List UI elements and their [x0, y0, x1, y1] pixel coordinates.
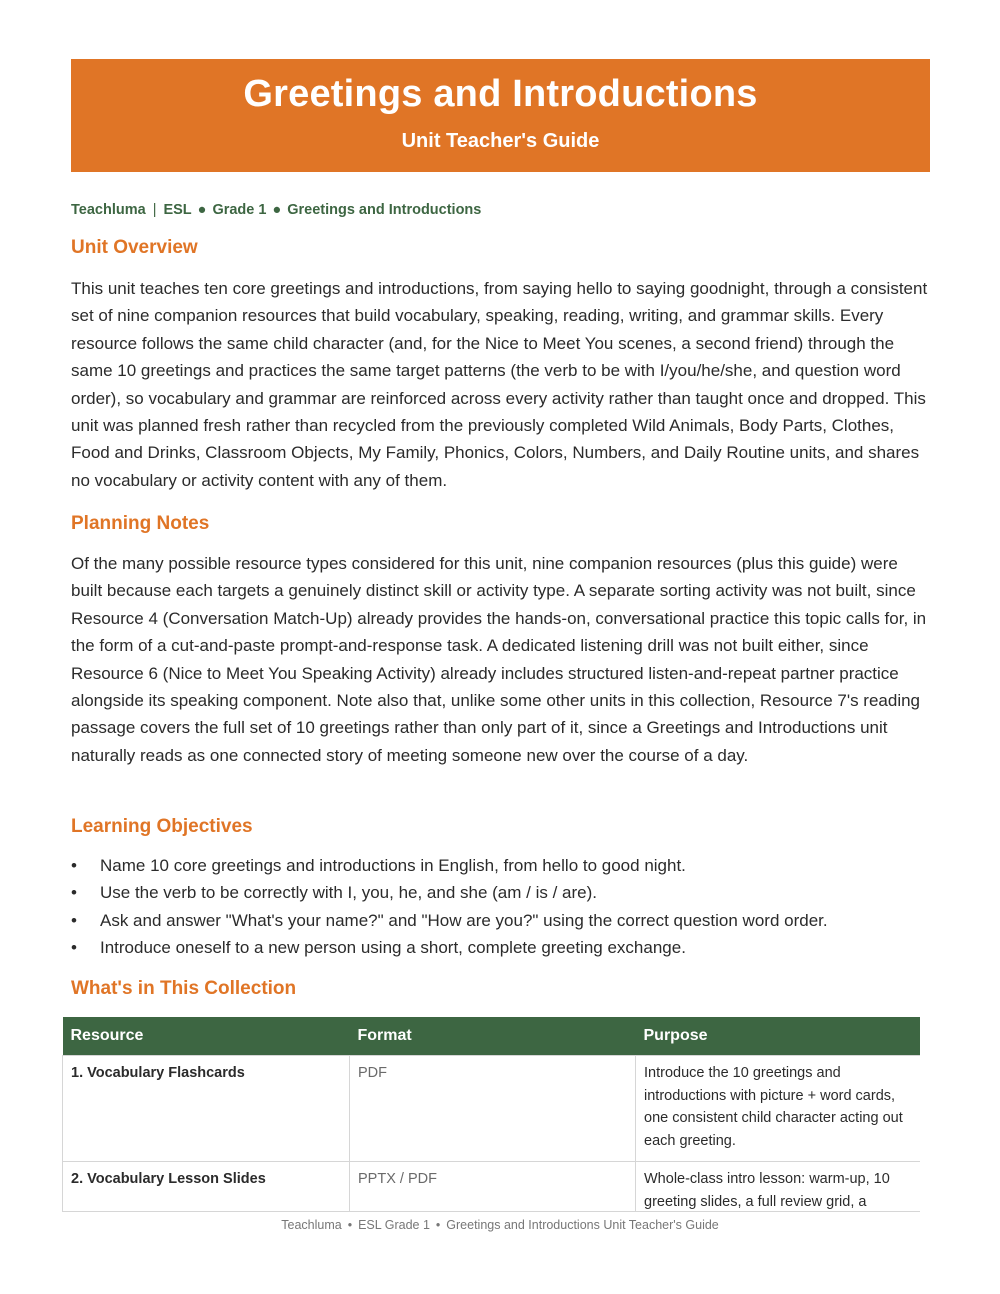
objective-text: Ask and answer "What's your name?" and "How are you?" using the correct question word order.	[100, 910, 828, 930]
section-heading-planning: Planning Notes	[71, 513, 210, 534]
page-footer	[0, 1218, 1000, 1232]
bullet-icon: •	[71, 910, 77, 930]
cell-resource: 1. Vocabulary Flashcards	[63, 1056, 350, 1162]
section-heading-objectives: Learning Objectives	[71, 816, 253, 837]
breadcrumb-separator: |	[152, 202, 157, 218]
cell-purpose: Whole-class intro lesson: warm-up, 10 greeting slides, a full review grid, a	[636, 1162, 921, 1212]
objective-item	[71, 852, 931, 879]
overview-paragraph: This unit teaches ten core greetings and introductions, from saying hello to saying goodnight, through a consistent set of nine companion resources that build vocabulary, speaking, reading, writing, and grammar skills. Every resource follows the same child character (and, for the Nice to Meet You scenes, a second friend) through the same 10 greetings and practices the same target patterns (the verb to be with I/you/he/she, and question word order), so vocabulary and grammar are reinforced across every activity rather than taught once and dropped. This unit was planned fresh rather than recycled from the previously completed Wild Animals, Body Parts, Clothes, Food and Drinks, Classroom Objects, My Family, Phonics, Colors, Numbers, and Daily Routine units, and shares no vocabulary or activity content with any of them.	[71, 279, 928, 490]
bullet-icon: •	[71, 883, 77, 903]
footer-dot: •	[435, 1218, 441, 1232]
column-header-format: Format	[350, 1017, 636, 1056]
collection-table-wrapper	[62, 1017, 920, 1212]
planning-paragraph: Of the many possible resource types considered for this unit, nine companion resources (plus this guide) were built because each targets a genuinely distinct skill or activity type. A separate sorting activity was not built, since Resource 4 (Conversation Match-Up) already provides the hands-on, conversational practice this topic calls for, in the form of a cut-and-paste prompt-and-response task. A dedicated listening drill was not built either, since Resource 6 (Nice to Meet You Speaking Activity) already includes structured listen-and-repeat partner practice alongside its speaking component. Note also that, unlike some other units in this collection, Resource 7's reading passage covers the full set of 10 greetings rather than only part of it, since a Greetings and Introductions unit naturally reads as one connected story of meeting someone new over the course of a day.	[71, 554, 927, 765]
page-title: Greetings and Introductions	[243, 73, 758, 115]
objective-item	[71, 934, 931, 961]
breadcrumb	[71, 202, 481, 218]
objectives-list	[71, 852, 931, 962]
objective-text: Introduce oneself to a new person using a short, complete greeting exchange.	[100, 938, 686, 958]
column-header-purpose: Purpose	[636, 1017, 921, 1056]
table-row	[63, 1162, 921, 1212]
title-banner	[71, 59, 930, 172]
footer-dot: •	[347, 1218, 353, 1232]
footer-grade: ESL Grade 1	[358, 1218, 430, 1232]
breadcrumb-brand: Teachluma	[71, 202, 146, 218]
cell-resource: 2. Vocabulary Lesson Slides	[63, 1162, 350, 1212]
breadcrumb-item-grade: Grade 1	[212, 202, 267, 218]
breadcrumb-item-unit: Greetings and Introductions	[287, 202, 482, 218]
bullet-icon: •	[71, 938, 77, 958]
cell-format: PPTX / PDF	[350, 1162, 636, 1212]
objective-item	[71, 879, 931, 906]
cell-format: PDF	[350, 1056, 636, 1162]
column-header-resource: Resource	[63, 1017, 350, 1056]
objective-item	[71, 907, 931, 934]
footer-brand: Teachluma	[281, 1218, 342, 1232]
cell-purpose: Introduce the 10 greetings and introductions with picture + word cards, one consistent child character acting out each greeting.	[636, 1056, 921, 1162]
section-heading-collection: What's in This Collection	[71, 978, 297, 999]
table-row	[63, 1056, 921, 1162]
objective-text: Name 10 core greetings and introductions in English, from hello to good night.	[100, 856, 686, 875]
breadcrumb-item-subject: ESL	[163, 202, 192, 218]
section-heading-overview: Unit Overview	[71, 237, 198, 258]
table-header-row	[63, 1017, 921, 1056]
objective-text: Use the verb to be correctly with I, you, he, and she (am / is / are).	[100, 883, 597, 903]
collection-table	[62, 1017, 920, 1212]
bullet-icon: •	[71, 856, 77, 875]
page-subtitle: Unit Teacher's Guide	[401, 130, 600, 152]
footer-document-title: Greetings and Introductions Unit Teacher's Guide	[446, 1218, 719, 1232]
breadcrumb-dot: ●	[197, 202, 207, 218]
breadcrumb-dot: ●	[272, 202, 282, 218]
